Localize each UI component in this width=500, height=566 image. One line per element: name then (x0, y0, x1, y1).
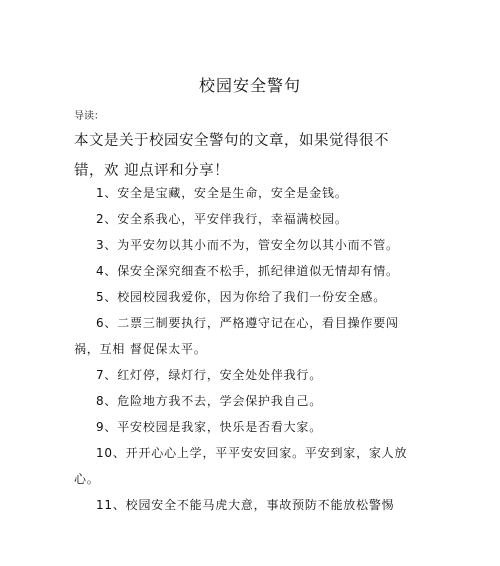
guide-label: 导读： (74, 111, 104, 122)
slogan-item: 10、开开心心上学，平平安安回家。平安到家，家人放心。 (74, 446, 408, 486)
intro-paragraph: 本文是关于校园安全警句的文章，如果觉得很不错，欢 迎点评和分享！ (74, 133, 389, 179)
slogan-item: 6、二票三制要执行，严格遵守记在心，看目操作要闯祸，互相 督促保太平。 (74, 316, 399, 356)
slogan-item: 9、平安校园是我家，快乐是否看大家。 (96, 420, 323, 434)
slogan-item: 3、为平安勿以其小而不为，管安全勿以其小而不管。 (96, 238, 399, 252)
slogan-item: 1、安全是宝藏，安全是生命，安全是金钱。 (96, 186, 348, 200)
slogan-item: 11、校园安全不能马虎大意，事故预防不能放松警惕 (96, 498, 395, 512)
slogan-item: 5、校园校园我爱你，因为你给了我们一份安全感。 (96, 290, 387, 304)
slogan-item: 2、安全系我心，平安伴我行，幸福满校园。 (96, 212, 348, 226)
document-title: 校园安全警句 (198, 76, 301, 95)
slogan-list (74, 180, 414, 518)
slogan-item: 8、危险地方我不去，学会保护我自己。 (96, 394, 323, 408)
slogan-item: 4、保安全深究细查不松手，抓纪律道似无情却有情。 (96, 264, 399, 278)
slogan-item: 7、红灯停，绿灯行，安全处处伴我行。 (96, 368, 323, 382)
